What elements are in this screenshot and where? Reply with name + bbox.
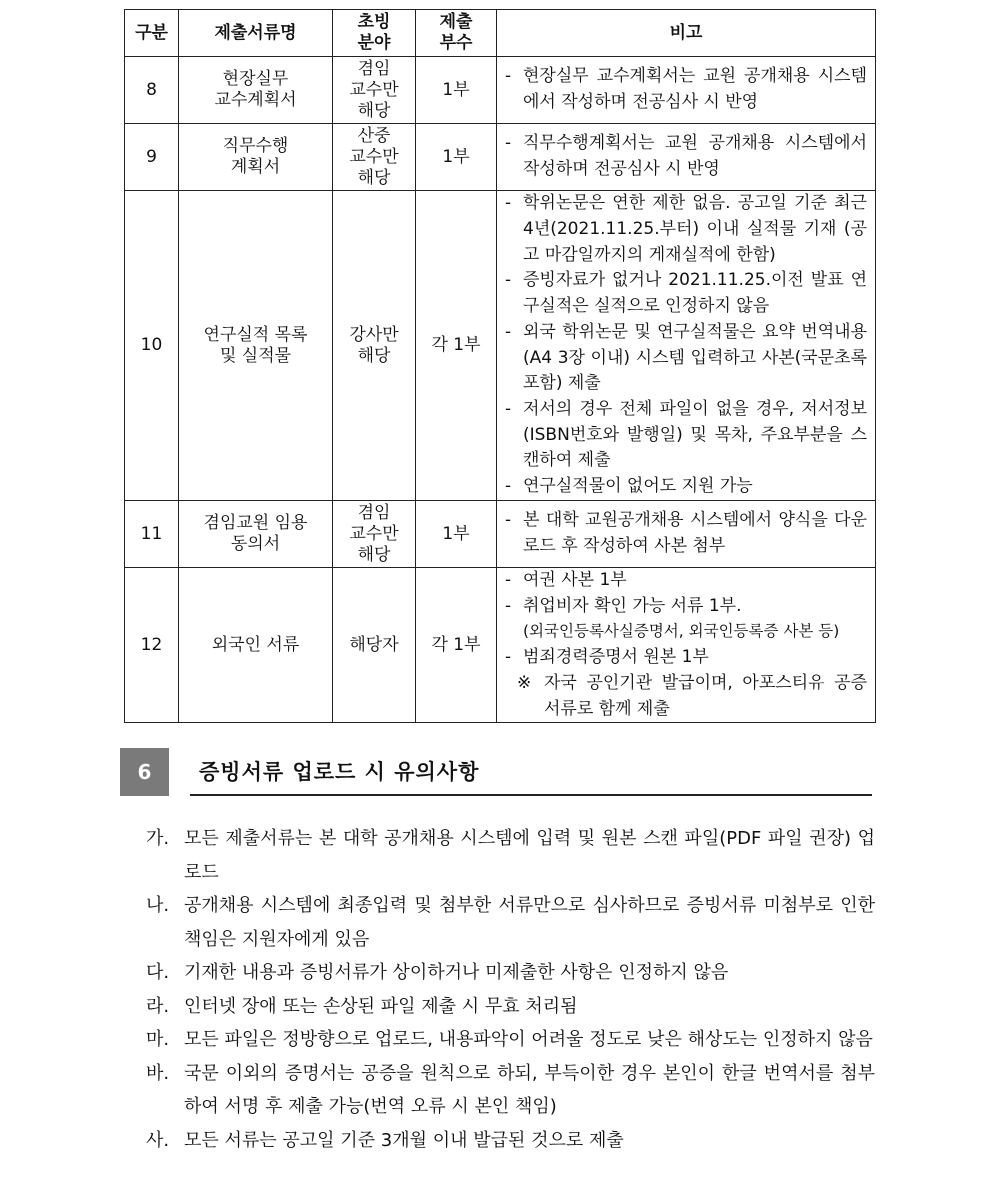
- list-item-text: 모든 제출서류는 본 대학 공개채용 시스템에 입력 및 원본 스캔 파일(PDF 파일 권장) 업로드: [184, 828, 875, 883]
- remark-bullet: [505, 397, 867, 474]
- copy-count: 1부: [416, 501, 497, 568]
- list-item: [146, 822, 875, 889]
- notice-list: [146, 822, 875, 1157]
- list-item-text: 공개채용 시스템에 최종입력 및 첨부한 서류만으로 심사하므로 증빙서류 미첨부로 인한 책임은 지원자에게 있음: [184, 895, 875, 950]
- header-copies-label: 제출 부수: [439, 12, 473, 53]
- table-row: [125, 501, 876, 568]
- row-number: 11: [125, 501, 179, 568]
- recruitment-field: 겸임 교수만 해당: [333, 501, 416, 568]
- remark-bullet: [505, 191, 867, 268]
- bullet-marker: -: [505, 133, 512, 154]
- table-row: [125, 57, 876, 124]
- list-item: [146, 1023, 875, 1057]
- remark-text: 현장실무 교수계획서는 교원 공개채용 시스템에서 작성하며 전공심사 시 반영: [523, 66, 867, 112]
- row-number: 10: [125, 191, 179, 501]
- document-name: 외국인 서류: [179, 568, 333, 723]
- bullet-marker: -: [505, 510, 512, 531]
- required-documents-table: [124, 9, 876, 723]
- bullet-marker: -: [505, 647, 512, 668]
- remark-text: 자국 공인기관 발급이며, 아포스티유 공증 서류로 함께 제출: [544, 672, 867, 719]
- section-number-badge: [120, 748, 169, 796]
- remark-bullet: [505, 474, 867, 500]
- list-item-text: 국문 이외의 증명서는 공증을 원칙으로 하되, 부득이한 경우 본인이 한글 번역서를 첨부하여 서명 후 제출 가능(번역 오류 시 본인 책임): [184, 1062, 875, 1117]
- list-item-marker: 바.: [146, 1062, 170, 1084]
- remark-bullet: [505, 568, 867, 594]
- bullet-marker: -: [505, 321, 512, 342]
- header-document-name-label: 제출서류명: [214, 22, 297, 43]
- copy-count: 각 1부: [416, 568, 497, 723]
- remark-text: 여권 사본 1부: [523, 570, 627, 590]
- bullet-marker: -: [505, 570, 512, 590]
- remarks-cell: [497, 191, 876, 501]
- remark-bullet: [505, 508, 867, 559]
- remarks-cell: [497, 501, 876, 568]
- copy-count: 1부: [416, 57, 497, 124]
- remark-text: 취업비자 확인 가능 서류 1부.: [523, 595, 742, 616]
- document-name: 현장실무 교수계획서: [179, 57, 333, 124]
- header-copies: [416, 10, 497, 57]
- section-title: 증빙서류 업로드 시 유의사항: [199, 760, 480, 784]
- table-row: [125, 124, 876, 191]
- list-item-marker: 가.: [146, 828, 170, 849]
- recruitment-field: 해당자: [333, 568, 416, 723]
- remark-text: 범죄경력증명서 원본 1부: [523, 647, 709, 668]
- header-category: [125, 10, 179, 57]
- copy-count: 1부: [416, 124, 497, 191]
- bullet-marker: -: [505, 193, 512, 214]
- remark-text: 증빙자료가 없거나 2021.11.25.이전 발표 연구실적은 실적으로 인정하지 않음: [523, 270, 867, 317]
- remark-text: 본 대학 교원공개채용 시스템에서 양식을 다운로드 후 작성하여 사본 첨부: [523, 510, 867, 556]
- header-document-name: [179, 10, 333, 57]
- section-title-underline: [190, 794, 872, 796]
- remark-text: 저서의 경우 전체 파일이 없을 경우, 저서정보(ISBN번호와 발행일) 및 목차, 주요부분을 스캔하여 제출: [523, 398, 867, 471]
- bullet-marker: -: [505, 476, 512, 497]
- list-item-marker: 다.: [146, 962, 170, 983]
- table-row: [125, 568, 876, 723]
- list-item: [146, 889, 875, 956]
- remark-text: 직무수행계획서는 교원 공개채용 시스템에서 작성하며 전공심사 시 반영: [523, 133, 867, 179]
- recruitment-field: 산중 교수만 해당: [333, 124, 416, 191]
- document-name: 직무수행 계획서: [179, 124, 333, 191]
- remark-text: 연구실적물이 없어도 지원 가능: [523, 476, 753, 497]
- bullet-marker: -: [505, 66, 512, 87]
- list-item-text: 기재한 내용과 증빙서류가 상이하거나 미제출한 사항은 인정하지 않음: [184, 962, 729, 983]
- copy-count: 각 1부: [416, 191, 497, 501]
- list-item-marker: 라.: [146, 995, 170, 1017]
- header-category-label: 구분: [135, 22, 168, 43]
- row-number: 12: [125, 568, 179, 723]
- header-field-label: 초빙 분야: [357, 12, 391, 53]
- recruitment-field: 겸임 교수만 해당: [333, 57, 416, 124]
- section-number: 6: [137, 760, 152, 784]
- list-item-text: 모든 서류는 공고일 기준 3개월 이내 발급된 것으로 제출: [184, 1129, 624, 1151]
- header-field: [333, 10, 416, 57]
- bullet-marker: -: [505, 398, 512, 419]
- recruitment-field: 강사만 해당: [333, 191, 416, 501]
- document-name: 겸임교원 임용 동의서: [179, 501, 333, 568]
- remark-bullet: [505, 594, 867, 620]
- list-item-marker: 사.: [146, 1129, 170, 1151]
- remark-text: (외국인등록사실증명서, 외국인등록증 사본 등): [523, 622, 840, 641]
- table-body: [125, 57, 876, 723]
- bullet-marker: -: [505, 595, 512, 616]
- note-marker: ※: [517, 672, 532, 693]
- remarks-cell: [497, 57, 876, 124]
- remark-note: [505, 671, 867, 722]
- table-header-row: [125, 10, 876, 57]
- remark-bullet: [505, 131, 867, 182]
- remark-bullet: [505, 645, 867, 671]
- remark-bullet: [505, 64, 867, 115]
- remark-bullet: [505, 268, 867, 319]
- row-number: 9: [125, 124, 179, 191]
- list-item-marker: 나.: [146, 895, 170, 916]
- list-item-marker: 마.: [146, 1029, 170, 1050]
- remark-bullet: [505, 320, 867, 397]
- list-item-text: 인터넷 장애 또는 손상된 파일 제출 시 무효 처리됨: [184, 995, 578, 1017]
- list-item: [146, 1124, 875, 1158]
- remark-text: 학위논문은 연한 제한 없음. 공고일 기준 최근 4년(2021.11.25.부터) 이내 실적물 기재 (공고 마감일까지의 게재실적에 한함): [523, 193, 867, 265]
- list-item: [146, 1057, 875, 1124]
- header-remarks: [497, 10, 876, 57]
- bullet-marker: -: [505, 270, 512, 291]
- list-item-text: 모든 파일은 정방향으로 업로드, 내용파악이 어려울 정도로 낮은 해상도는 인정하지 않음: [184, 1029, 873, 1050]
- header-remarks-label: 비고: [669, 22, 703, 43]
- remark-text: 외국 학위논문 및 연구실적물은 요약 번역내용(A4 3장 이내) 시스템 입력하고 사본(국문초록 포함) 제출: [523, 321, 867, 394]
- list-item: [146, 990, 875, 1024]
- document-name: 연구실적 목록 및 실적물: [179, 191, 333, 501]
- list-item: [146, 956, 875, 990]
- row-number: 8: [125, 57, 179, 124]
- remarks-cell: [497, 568, 876, 723]
- table-row: [125, 191, 876, 501]
- remarks-cell: [497, 124, 876, 191]
